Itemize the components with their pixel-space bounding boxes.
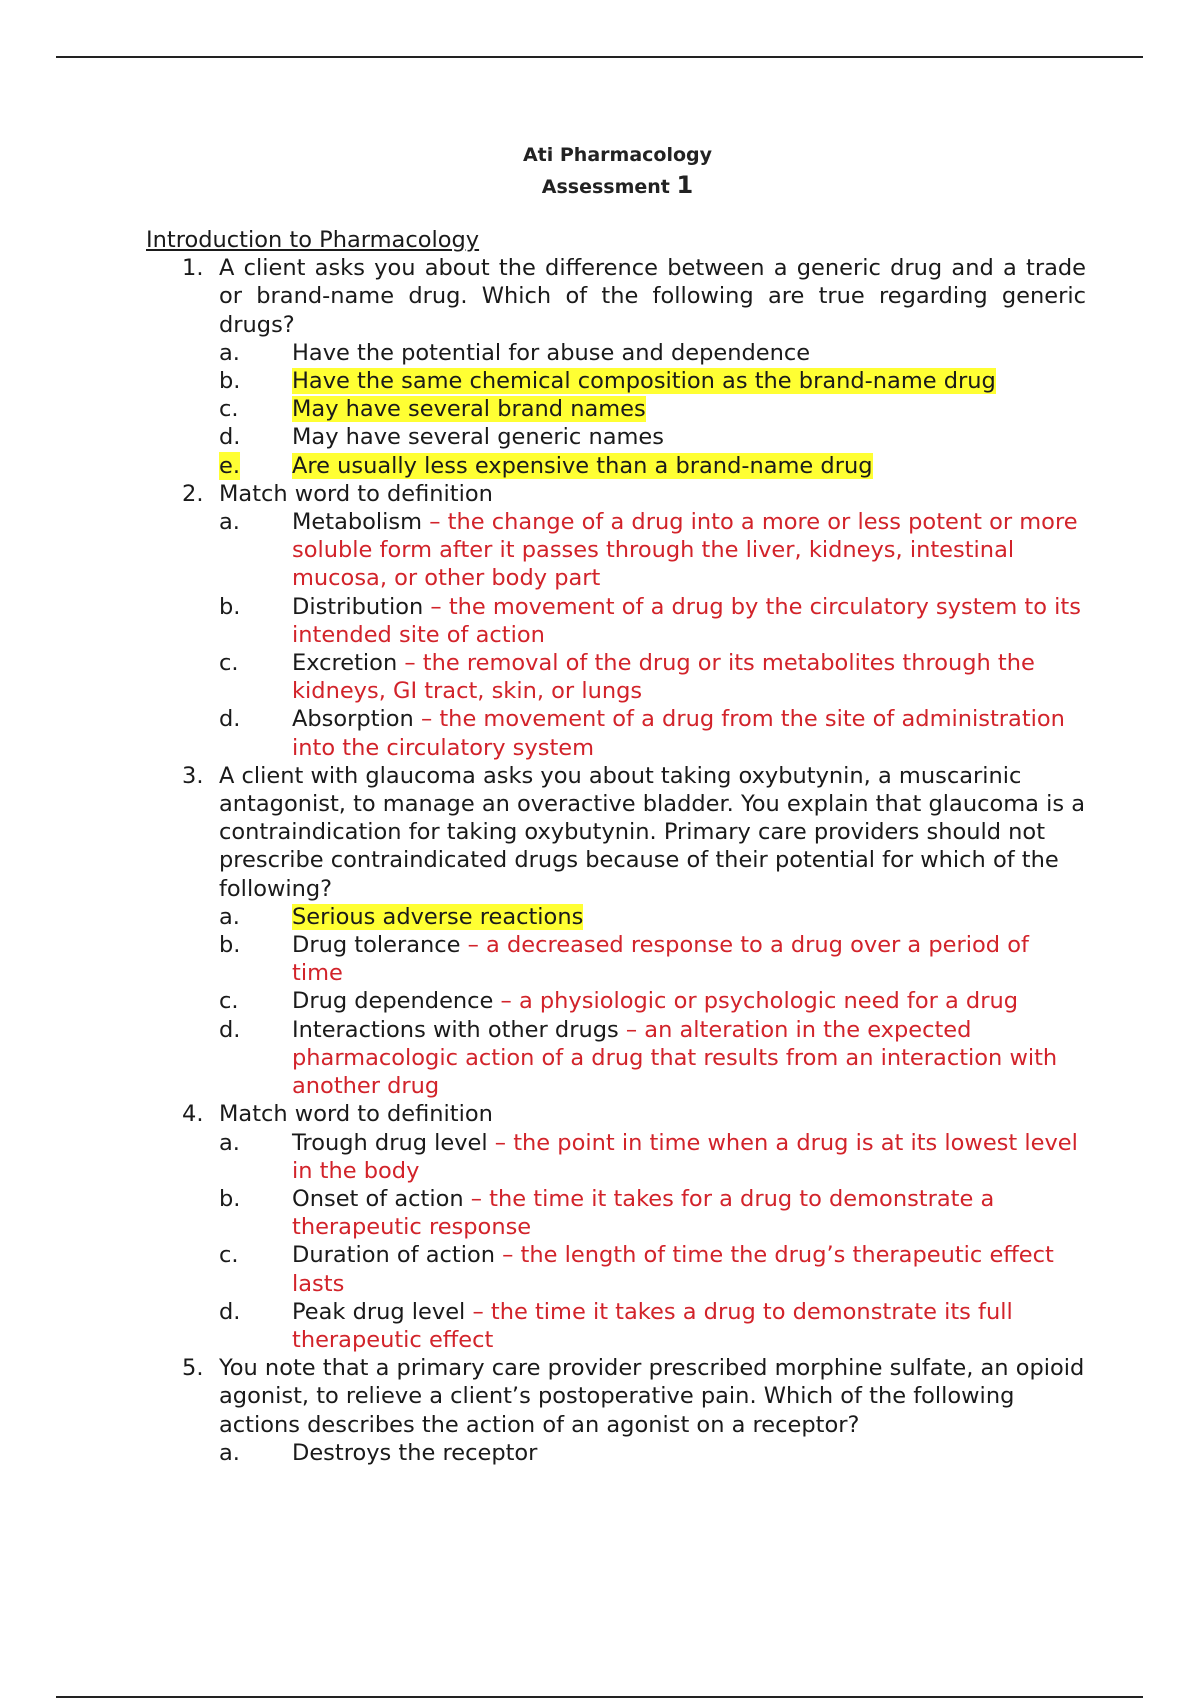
option-definition: the removal of the drug or its metabolites through the kidneys, GI tract, skin, or lungs [292, 650, 1035, 705]
highlighted-answer: Are usually less expensive than a brand-name drug [292, 452, 873, 479]
option-2c [219, 649, 1086, 705]
question-text: Match word to definition [219, 480, 493, 507]
option-definition: the point in time when a drug is at its lowest level in the body [292, 1129, 1078, 1184]
separator: – [465, 1298, 491, 1325]
top-rule [56, 56, 1143, 58]
separator: – [422, 509, 448, 536]
option-letter: c. [219, 1242, 239, 1269]
option-letter: c. [219, 988, 239, 1015]
question-number: 4. [182, 1101, 204, 1128]
option-letter: d. [219, 1298, 241, 1325]
subtitle-text: Assessment [541, 176, 670, 198]
option-1e [219, 452, 1086, 480]
option-term: Distribution [292, 593, 424, 620]
option-term: Interactions with other drugs [292, 1016, 619, 1043]
highlighted-answer: Have the same chemical composition as the brand-name drug [292, 368, 996, 395]
option-term: Drug tolerance [292, 932, 461, 959]
option-letter: b. [219, 593, 241, 620]
question-number: 5. [182, 1355, 204, 1382]
option-text: Destroys the receptor [292, 1439, 538, 1466]
option-letter: a. [219, 903, 240, 930]
option-3c [219, 987, 1086, 1015]
option-letter: b. [219, 932, 241, 959]
subtitle-number: 1 [676, 171, 694, 199]
option-letter: c. [219, 650, 239, 677]
question-list [146, 254, 1086, 1467]
option-5a [219, 1439, 1086, 1467]
option-list [219, 1129, 1086, 1355]
option-letter: a. [219, 1129, 240, 1156]
question-5 [146, 1354, 1086, 1467]
separator: – [397, 650, 423, 677]
option-1d [219, 423, 1086, 451]
question-number: 3. [182, 762, 204, 789]
separator: – [493, 988, 519, 1015]
option-1a [219, 339, 1086, 367]
separator: – [460, 932, 487, 959]
option-4b [219, 1185, 1086, 1241]
question-number: 2. [182, 480, 204, 507]
question-1 [146, 254, 1086, 480]
option-term: Peak drug level [292, 1298, 466, 1325]
option-2b [219, 593, 1086, 649]
option-2a [219, 508, 1086, 593]
section-heading: Introduction to Pharmacology [146, 227, 480, 253]
option-term: Trough drug level [292, 1129, 488, 1156]
option-term: Drug dependence [292, 988, 494, 1015]
option-definition: the movement of a drug from the site of administration into the circulatory system [292, 706, 1065, 761]
option-letter: b. [219, 368, 241, 395]
option-4d [219, 1298, 1086, 1354]
option-definition: an alteration in the expected pharmacologic action of a drug that results from an interaction with another drug [292, 1016, 1058, 1100]
option-definition: the change of a drug into a more or less potent or more soluble form after it passes through the liver, kidneys, intestinal mucosa, or other body part [292, 509, 1078, 592]
option-list [219, 339, 1086, 480]
separator: – [494, 1242, 521, 1269]
highlighted-answer: May have several brand names [292, 396, 646, 423]
option-3d [219, 1016, 1086, 1101]
option-term: Metabolism [292, 509, 423, 536]
question-number: 1. [182, 255, 204, 282]
option-letter: a. [219, 1439, 240, 1466]
option-letter: b. [219, 1185, 241, 1212]
option-definition: the length of time the drug’s therapeutic effect lasts [292, 1242, 1054, 1297]
option-term: Duration of action [292, 1242, 495, 1269]
option-definition: the time it takes a drug to demonstrate its full therapeutic effect [292, 1298, 1013, 1353]
option-3b [219, 931, 1086, 987]
bottom-rule [56, 1696, 1143, 1698]
option-definition: the time it takes for a drug to demonstrate a therapeutic response [292, 1185, 995, 1241]
option-term: Onset of action [292, 1185, 464, 1212]
option-term: Absorption [292, 706, 414, 733]
option-definition: a physiologic or psychologic need for a drug [518, 988, 1019, 1015]
option-4c [219, 1241, 1086, 1297]
question-3 [146, 762, 1086, 1100]
highlighted-answer: Serious adverse reactions [292, 903, 584, 930]
separator: – [423, 593, 449, 620]
option-definition: the movement of a drug by the circulatory system to its intended site of action [292, 593, 1081, 648]
option-1b [219, 367, 1086, 395]
separator: – [487, 1129, 514, 1156]
option-text: May have several generic names [292, 424, 664, 451]
document-subtitle [0, 171, 1200, 199]
option-letter: e. [219, 452, 240, 479]
option-term: Excretion [292, 650, 398, 677]
option-letter: c. [219, 396, 239, 423]
option-letter: a. [219, 509, 240, 536]
question-text: A client asks you about the difference between a generic drug and a trade or brand-name drug. Which of the following are true regarding generic drugs? [219, 255, 1086, 338]
question-text: You note that a primary care provider prescribed morphine sulfate, an opioid agonist, to relieve a client’s postoperative pain. Which of the following actions describes the action of an agonist on a receptor? [219, 1355, 1085, 1438]
option-list [219, 1439, 1086, 1467]
option-list [219, 903, 1086, 1100]
option-letter: a. [219, 339, 240, 366]
option-2d [219, 705, 1086, 761]
option-definition: a decreased response to a drug over a period of time [292, 932, 1029, 987]
option-letter: d. [219, 1016, 241, 1043]
option-letter: d. [219, 424, 241, 451]
option-3a [219, 903, 1086, 931]
option-list [219, 508, 1086, 762]
option-1c [219, 395, 1086, 423]
question-text: Match word to definition [219, 1101, 493, 1128]
question-4 [146, 1100, 1086, 1354]
question-2 [146, 480, 1086, 762]
document-title: Ati Pharmacology [522, 144, 713, 166]
separator: – [463, 1185, 490, 1212]
option-letter: d. [219, 706, 241, 733]
separator: – [618, 1016, 645, 1043]
question-text: A client with glaucoma asks you about taking oxybutynin, a muscarinic antagonist, to manage an overactive bladder. You explain that glaucoma is a contraindication for taking oxybutynin. Primary care providers should not prescribe contraindicated drugs because of their potential for which of the following? [219, 762, 1085, 902]
document-body [146, 226, 1086, 1467]
separator: – [413, 706, 440, 733]
option-4a [219, 1129, 1086, 1185]
option-text: Have the potential for abuse and dependence [292, 339, 811, 366]
